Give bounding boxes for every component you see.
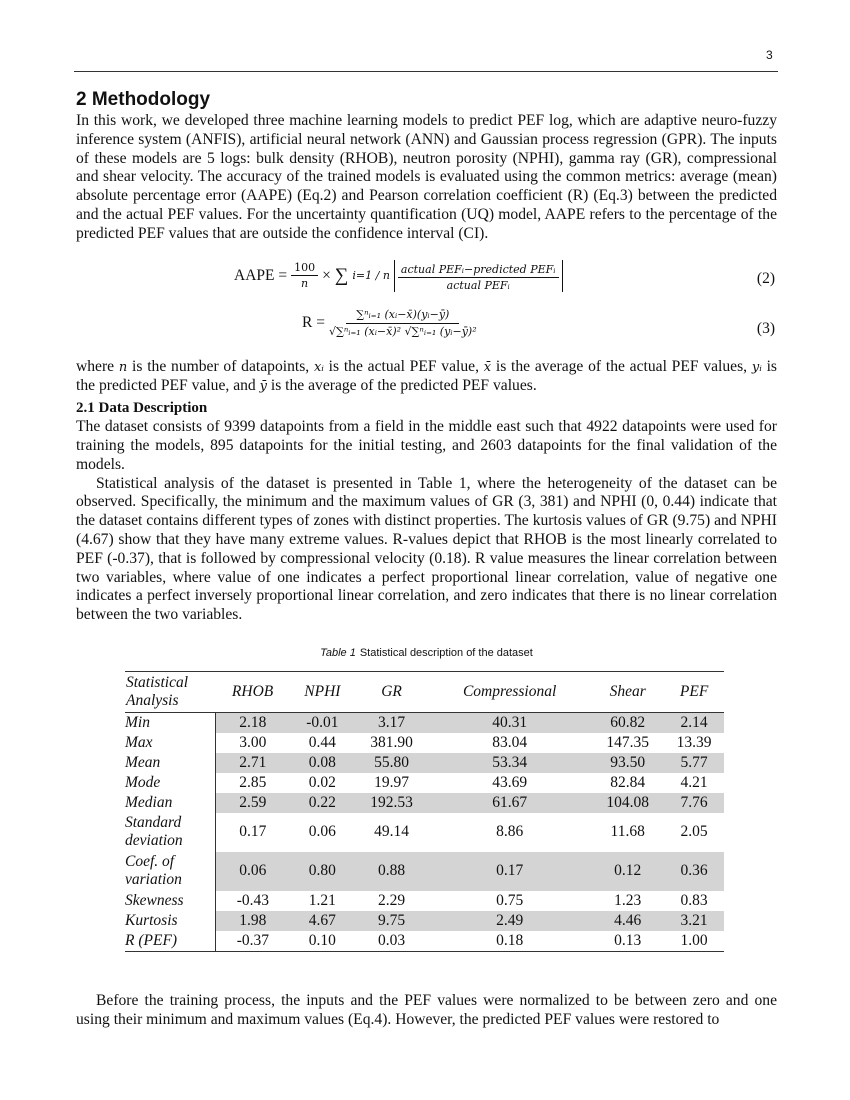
table-row [125,891,724,911]
eq3-den: √∑ⁿᵢ₌₁ (xᵢ−x̄)² √∑ⁿᵢ₌₁ (yᵢ−ȳ)² [328,324,477,338]
table-cell: 8.86 [496,823,524,841]
row-label: Max [125,733,216,753]
table-cell: 1.00 [664,931,724,952]
table-cell: 93.50 [591,753,664,773]
table-row [125,931,724,952]
table-cell: 5.77 [664,753,724,773]
normalization-paragraph: Before the training process, the inputs and the PEF values were normalized to be between zero and one using their minimum and maximum values (Eq.4). However, the predicted PEF values were restored to [76,991,777,1028]
table-cell: 381.90 [370,733,413,751]
subsection-title: 2.1 Data Description [76,400,208,417]
table-cell: 55.80 [355,753,428,773]
row-label: Median [125,793,216,813]
statistics-table [125,671,724,952]
var-n: n [118,359,128,375]
table-cell: 0.12 [591,852,664,891]
table-cell: 3.17 [355,712,428,733]
table-row [125,773,724,793]
caption-label: Table 1 [320,646,356,659]
eq2-number: (2) [756,269,775,287]
var-ybar: ȳ [259,379,267,395]
eq2-abs-num: actual PEFᵢ−predicted PEFᵢ [398,263,559,278]
equation-r [76,306,777,358]
table-row [125,813,724,852]
text: is the number of datapoints, [127,357,314,375]
eq2-sum-limits: i=1 / n [352,269,390,283]
table-cell: 1.21 [308,891,336,909]
table-cell: 2.29 [377,891,406,909]
text: is the average of the predicted PEF values. [266,377,537,395]
table-cell: 4.67 [290,911,355,931]
var-yi: yᵢ [751,359,762,375]
eq3-num: ∑ⁿᵢ₌₁ (xᵢ−x̄)(yᵢ−ȳ) [346,308,459,324]
table-cell: 82.84 [610,773,646,791]
column-header: NPHI [290,671,355,712]
table-cell: 7.76 [664,793,724,813]
table-cell: 11.68 [610,823,645,841]
table-cell: 0.36 [664,852,724,891]
row-label: R (PEF) [125,931,216,952]
table-cell: 0.13 [591,931,664,952]
eq2-times: × [322,266,331,284]
table-cell: 2.05 [680,823,708,841]
table-cell: 2.18 [216,712,290,733]
table-cell: 0.03 [355,931,428,952]
table-cell: 19.97 [374,773,409,791]
eq2-abs-den: actual PEFᵢ [446,278,510,292]
table-cell: 0.22 [290,793,355,813]
table-cell: 0.17 [239,823,267,841]
row-label: Coef. of variation [125,852,216,891]
table-cell: 2.49 [428,911,591,931]
table-cell: 3.21 [664,911,724,931]
equation-aape [76,256,777,306]
table-cell: 4.46 [591,911,664,931]
eq2-frac-num: 100 [291,261,318,276]
table-cell: 104.08 [591,793,664,813]
table-row [125,733,724,753]
page-content [76,88,777,1030]
table-row [125,911,724,931]
table-cell: 4.21 [680,773,708,791]
statistical-analysis-paragraph: Statistical analysis of the dataset is presented in Table 1, where the heterogeneity of the dataset can be observed. Specifically, the minimum and the maximum values of GR (3, 381) and NPHI (0, 0.44) indicate that the dataset contains different types of zones with distinct properties. The kurtosis values of GR (9.75) and NPHI (4.67) show that they have many extreme values. R-values depict that RHOB is the most linearly correlated to PEF (-0.37), that is followed by compressional velocity (0.18). R value measures the linear correlation between two variables, where value of one indicates a perfect proportional linear correlation, value of negative one indicates a perfect inversely proportional linear correlation, and zero indicates that there is no linear correlation between the two variables. [76,474,777,624]
table-cell: 40.31 [428,712,591,733]
table-cell: 147.35 [606,733,650,751]
column-header: PEF [664,671,724,712]
row-label: Skewness [125,891,216,911]
column-header: Shear [591,671,664,712]
page-number: 3 [766,48,773,62]
eq2-frac-den: n [301,277,309,291]
table-cell: 60.82 [591,712,664,733]
table-cell: 2.85 [239,773,267,791]
column-header: Compressional [428,671,591,712]
table-cell: 61.67 [428,793,591,813]
table-cell: 0.06 [308,823,336,841]
table-cell: 0.17 [428,852,591,891]
table-row [125,712,724,733]
table-cell: 1.98 [216,911,290,931]
eq2-abs [394,260,563,292]
table-cell: 1.23 [614,891,642,909]
caption-text: Statistical description of the dataset [359,646,533,659]
text: is the predicted PEF value, and [76,357,777,395]
eq2-lhs: AAPE = [234,266,288,284]
table-cell: 2.14 [664,712,724,733]
eq3-fraction [329,308,477,338]
table-cell: 53.34 [428,753,591,773]
row-label: Kurtosis [125,911,216,931]
table-cell: 0.08 [290,753,355,773]
table-cell: 43.69 [492,773,528,791]
table-cell: 2.71 [216,753,290,773]
table-cell: 83.04 [492,733,528,751]
table-cell: 0.88 [355,852,428,891]
row-label: Mode [125,773,216,793]
header-rule [74,71,778,72]
table-cell: -0.37 [216,931,290,952]
table-cell: -0.43 [236,891,269,909]
row-label: Min [125,712,216,733]
data-description-paragraph: The dataset consists of 9399 datapoints from a field in the middle east such that 4922 datapoints were used for training the models, 895 datapoints for the initial testing, and 2603 datapoints for the final validation of the models. [76,418,777,473]
table-cell: 13.39 [676,733,712,751]
section-title: 2 Methodology [76,89,211,110]
column-header: Statistical Analysis [125,671,216,712]
table-cell: 2.59 [216,793,290,813]
eq3-number: (3) [756,319,775,337]
table-row [125,793,724,813]
column-header: RHOB [216,671,290,712]
table-row [125,753,724,773]
table-row [125,852,724,891]
row-label: Mean [125,753,216,773]
table-cell: 0.83 [680,891,708,909]
table-cell: 0.44 [308,733,336,751]
column-header: GR [355,671,428,712]
table-cell: 49.14 [374,823,409,841]
methodology-paragraph: In this work, we developed three machine learning models to predict PEF log, which are adaptive neuro-fuzzy inference system (ANFIS), artificial neural network (ANN) and Gaussian process regression (GPR). The inputs of these models are 5 logs: bulk density (RHOB), neutron porosity (NPHI), gamma ray (GR), compressional and shear velocity. The accuracy of the trained models is evaluated using the common metrics: average (mean) absolute percentage error (AAPE) (Eq.2) and Pearson correlation coefficient (R) (Eq.3) between the predicted and the actual PEF values. For the uncertainty quantification (UQ) model, AAPE refers to the percentage of the predicted PEF values that are outside the confidence interval (CI). [76,112,777,242]
text: is the average of the actual PEF values, [491,357,752,375]
row-label: Standard deviation [125,813,216,852]
table-cell: 0.80 [290,852,355,891]
eq2-sum: ∑ [334,264,349,286]
text: where [76,357,119,375]
table-cell: 0.10 [290,931,355,952]
table-cell: 0.18 [428,931,591,952]
var-xi: xᵢ [313,359,324,375]
table-cell: -0.01 [290,712,355,733]
variable-definitions [76,358,777,398]
table-cell: 192.53 [355,793,428,813]
eq3-lhs: R = [302,313,325,331]
table-cell: 0.02 [308,773,336,791]
table-cell: 0.06 [216,852,290,891]
eq2-fraction [291,261,318,290]
text: is the actual PEF value, [323,357,484,375]
var-xbar: x̄ [483,359,492,375]
table-caption [76,647,777,659]
table-cell: 9.75 [355,911,428,931]
table-cell: 3.00 [239,733,267,751]
table-cell: 0.75 [496,891,524,909]
